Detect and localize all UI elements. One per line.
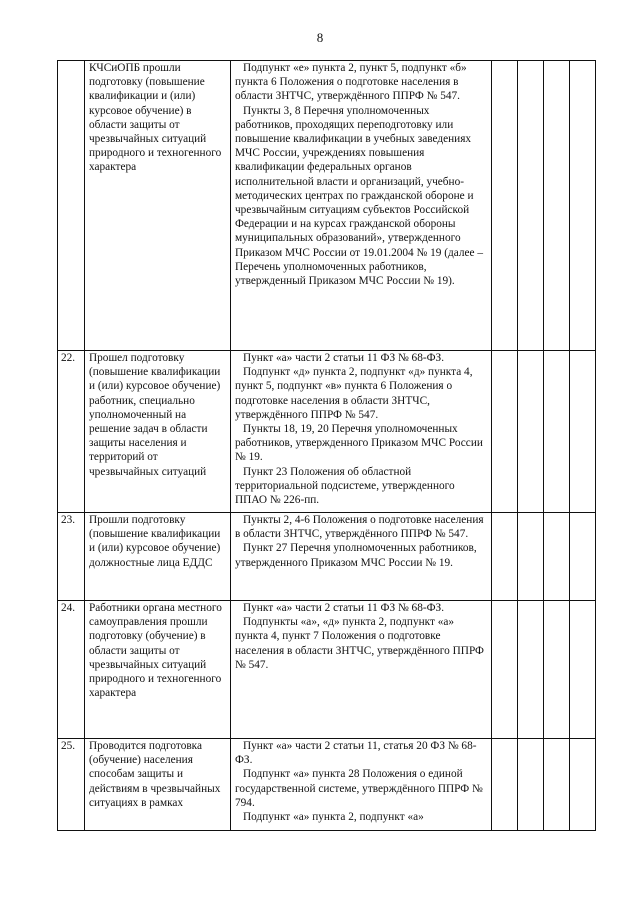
reference-paragraph: Подпункт «а» пункта 2, подпункт «а» bbox=[243, 811, 424, 824]
requirement-text: Работники органа местного самоуправления прошли подготовку (обучение) в области защиты от чрезвычайных ситуаций природного и техногенного характера bbox=[89, 602, 222, 700]
check-cell[interactable] bbox=[544, 351, 570, 513]
check-cell[interactable] bbox=[570, 513, 596, 601]
check-cell[interactable] bbox=[570, 61, 596, 351]
requirement-cell bbox=[85, 351, 231, 513]
requirement-text: Прошел подготовку (повышение квалификации и (или) курсовое обучение) работник, специально уполномоченный на решение задач в области защиты населения и территорий от чрезвычайных ситуаций bbox=[89, 352, 221, 478]
reference-paragraph: Пункты 2, 4-6 Положения о подготовке населения в области ЗНТЧС, утверждённого ППРФ № 547. bbox=[235, 514, 484, 541]
row-number: 25. bbox=[58, 739, 85, 831]
row-number: 24. bbox=[58, 601, 85, 739]
check-cell[interactable] bbox=[518, 601, 544, 739]
check-cell[interactable] bbox=[492, 601, 518, 739]
check-cell[interactable] bbox=[492, 513, 518, 601]
references-cell bbox=[231, 351, 492, 513]
requirement-cell bbox=[85, 739, 231, 831]
reference-paragraph: Пункт «а» части 2 статьи 11, статья 20 ФЗ № 68-ФЗ. bbox=[235, 740, 477, 767]
check-cell[interactable] bbox=[492, 61, 518, 351]
check-cell[interactable] bbox=[544, 601, 570, 739]
reference-paragraph: Пункт «а» части 2 статьи 11 ФЗ № 68-ФЗ. bbox=[243, 602, 445, 614]
row-number: 23. bbox=[58, 513, 85, 601]
reference-paragraph: Подпункт «е» пункта 2, пункт 5, подпункт «б» пункта 6 Положения о подготовке населения в области ЗНТЧС, утверждённого ППРФ № 547. bbox=[235, 62, 467, 103]
requirement-cell bbox=[85, 513, 231, 601]
requirement-cell bbox=[85, 61, 231, 351]
requirements-table bbox=[57, 60, 596, 831]
requirement-cell bbox=[85, 601, 231, 739]
reference-paragraph: Пункт 27 Перечня уполномоченных работников, утвержденного Приказом МЧС России № 19. bbox=[235, 542, 477, 569]
check-cell[interactable] bbox=[544, 513, 570, 601]
check-cell[interactable] bbox=[518, 61, 544, 351]
requirement-text: Прошли подготовку (повышение квалификации и (или) курсовое обучение) должностные лица ЕДДС bbox=[89, 514, 221, 569]
check-cell[interactable] bbox=[544, 739, 570, 831]
reference-paragraph: Пункт «а» части 2 статьи 11 ФЗ № 68-ФЗ. bbox=[243, 352, 445, 364]
table-row bbox=[58, 351, 596, 513]
check-cell[interactable] bbox=[544, 61, 570, 351]
check-cell[interactable] bbox=[492, 351, 518, 513]
reference-paragraph: Подпункт «д» пункта 2, подпункт «д» пункта 4, пункт 5, подпункт «в» пункта 6 Положения о подготовке населения в области ЗНТЧС, утверждённого ППРФ № 547. bbox=[235, 366, 473, 421]
references-cell bbox=[231, 739, 492, 831]
table-row bbox=[58, 739, 596, 831]
check-cell[interactable] bbox=[570, 351, 596, 513]
table-row bbox=[58, 513, 596, 601]
check-cell[interactable] bbox=[518, 739, 544, 831]
check-cell[interactable] bbox=[492, 739, 518, 831]
reference-paragraph: Подпункт «а» пункта 28 Положения о единой государственной системе, утверждённого ППРФ № 794. bbox=[235, 768, 483, 809]
reference-paragraph: Пункты 3, 8 Перечня уполномоченных работников, проходящих переподготовку или повышение квалификации в учебных заведениях МЧС России, учреждениях повышения квалификации федеральных органов исполнительной власти и организаций, учебно-методических центрах по гражданской обороне и чрезвычайным ситуациям субъектов Российской Федерации и на курсах гражданской обороны муниципальных образований», утвержденного Приказом МЧС России от 19.01.2004 № 19 (далее – Перечень уполномоченных работников, утвержденный Приказом МЧС России № 19). bbox=[235, 104, 484, 288]
check-cell[interactable] bbox=[518, 513, 544, 601]
references-cell bbox=[231, 601, 492, 739]
check-cell[interactable] bbox=[518, 351, 544, 513]
table-row bbox=[58, 61, 596, 351]
page-number: 8 bbox=[316, 30, 324, 45]
reference-paragraph: Пункты 18, 19, 20 Перечня уполномоченных работников, утвержденного Приказом МЧС России № 19. bbox=[235, 423, 483, 464]
reference-paragraph: Пункт 23 Положения об областной территориальной подсистеме, утвержденного ППАО № 226-пп. bbox=[235, 465, 455, 507]
check-cell[interactable] bbox=[570, 601, 596, 739]
table-row bbox=[58, 601, 596, 739]
references-cell bbox=[231, 61, 492, 351]
check-cell[interactable] bbox=[570, 739, 596, 831]
references-cell bbox=[231, 513, 492, 601]
reference-paragraph: Подпункты «а», «д» пункта 2, подпункт «а» пункта 4, пункт 7 Положения о подготовке населения в области ЗНТЧС, утверждённого ППРФ № 547. bbox=[235, 616, 484, 671]
requirement-text: Проводится подготовка (обучение) населения способам защиты и действиям в чрезвычайных ситуациях в рамках bbox=[89, 740, 221, 809]
row-number: 22. bbox=[58, 351, 85, 513]
row-number bbox=[58, 61, 85, 351]
requirement-text: КЧСиОПБ прошли подготовку (повышение квалификации и (или) курсовое обучение) в области защиты от чрезвычайных ситуаций природного и техногенного характера bbox=[89, 62, 222, 174]
